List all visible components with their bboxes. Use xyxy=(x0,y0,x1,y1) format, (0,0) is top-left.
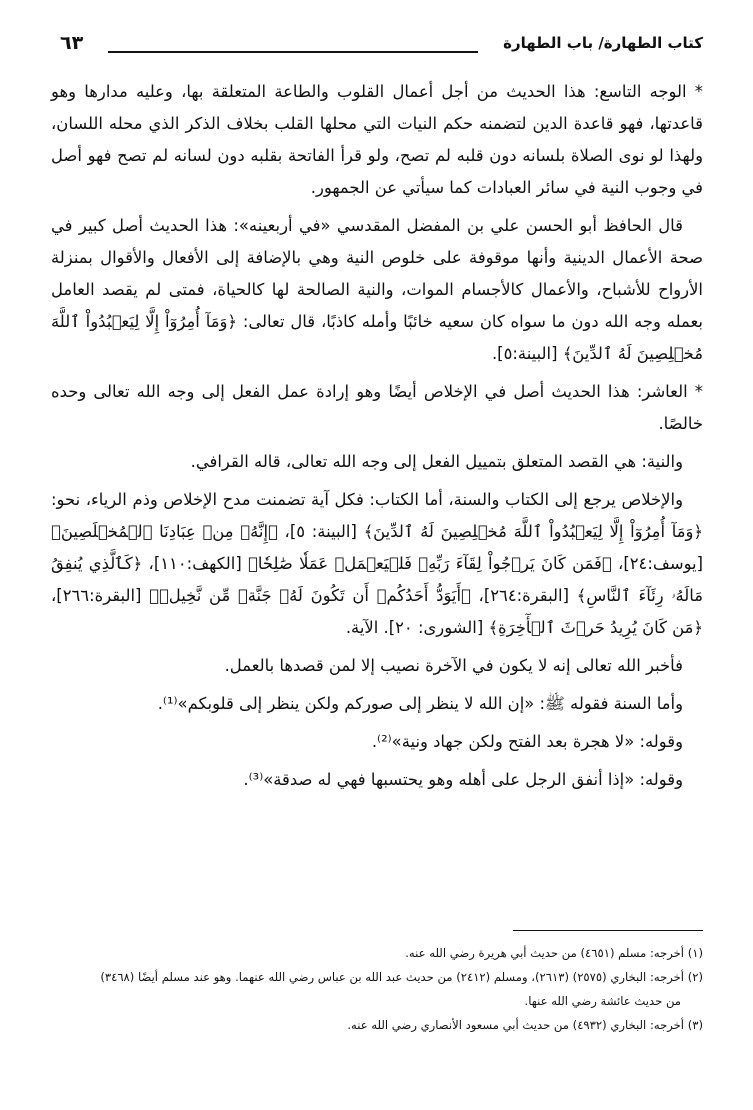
paragraph-ikhlas-evidence: والإخلاص يرجع إلى الكتاب والسنة، أما الكتاب: فكل آية تضمنت مدح الإخلاص وذم الرياء، نحو: ﴿وَمَآ أُمِرُوٓاْ إِلَّا لِيَعۡبُدُواْ ٱللَّهَ مُخۡلِصِينَ لَهُ ٱلدِّينَ﴾ [البينة: ٥]، ﴿إِنَّهُۥ مِنۡ عِبَادِنَا ٱلۡمُخۡلَصِينَ﴾ [يوسف:٢٤]، ﴿فَمَن كَانَ يَرۡجُواْ لِقَآءَ رَبِّهِۦ فَلۡيَعۡمَلۡ عَمَلٗا صَٰلِحٗا﴾ [الكهف:١١٠]، ﴿كَٱلَّذِي يُنفِقُ مَالَهُۥ رِئَآءَ ٱلنَّاسِ﴾ [البقرة:٢٦٤]، ﴿أَيَوَدُّ أَحَدُكُمۡ أَن تَكُونَ لَهُۥ جَنَّةٞ مِّن نَّخِيلٖ﴾ [البقرة:٢٦٦]، ﴿مَن كَانَ يُرِيدُ حَرۡثَ ٱلۡأٓخِرَةِ﴾ [الشورى: ٢٠]. الآية. xyxy=(51,490,704,637)
paragraph-hadith-3: وقوله: «إذا أنفق الرجل على أهله وهو يحتسبها فهي له صدقة»⁽³⁾. xyxy=(243,770,683,789)
header-rule xyxy=(108,51,478,53)
page-number: ٦٣ xyxy=(60,32,84,54)
header-title: كتاب الطهارة/ باب الطهارة xyxy=(503,34,703,52)
paragraph-hadith-1: وأما السنة فقوله ﷺ: «إن الله لا ينظر إلى صوركم ولكن ينظر إلى قلوبكم»⁽¹⁾. xyxy=(157,694,683,713)
footnote-separator xyxy=(513,930,703,931)
main-text xyxy=(51,76,703,802)
paragraph-niyyah-definition: والنية: هي القصد المتعلق بتمييل الفعل إلى وجه الله تعالى، قاله القرافي. xyxy=(190,452,683,471)
paragraph-ninth-aspect: * الوجه التاسع: هذا الحديث من أجل أعمال القلوب والطاعة المتعلقة بها، وعليه مدارها وهو قاعدتها، فهو قاعدة الدين لتضمنه حكم النيات التي محلها القلب بخلاف الذكر الذي محله اللسان، ولهذا لو نوى الصلاة بلسانه دون قلبه لم تصح، ولو قرأ الفاتحة بقلبه دون لسانه لم تصح فهو أصل في وجوب النية في سائر العبادات كما سيأتي عن الجمهور. xyxy=(51,82,703,197)
paragraph-hadith-2: وقوله: «لا هجرة بعد الفتح ولكن جهاد ونية»⁽²⁾. xyxy=(371,732,683,751)
footnote-1: (١) أخرجه: مسلم (٤٦٥١) من حديث أبي هريرة رضي الله عنه. xyxy=(405,946,703,960)
paragraph-maqdisi-quote: قال الحافظ أبو الحسن علي بن المفضل المقدسي «في أربعينه»: هذا الحديث أصل كبير في صحة الأعمال الدينية وأنها موقوفة على خلوص النية وهي بالإضافة إلى الأفعال والأقوال بمنزلة الأرواح للأشباح، والأعمال كالأجسام الموات، والنية الصالحة لها كالحياة، فمتى لم يقصد العامل بعمله وجه الله دون ما سواه كان سعيه خائبًا وأمله كاذبًا، قال تعالى: ﴿وَمَآ أُمِرُوٓاْ إِلَّا لِيَعۡبُدُواْ ٱللَّهَ مُخۡلِصِينَ لَهُ ٱلدِّينَ﴾ [البينة:٥]. xyxy=(51,216,703,363)
footnotes xyxy=(51,942,703,1038)
running-header xyxy=(60,34,703,60)
footnote-2: (٢) أخرجه: البخاري (٢٥٧٥) (٢٦١٣)، ومسلم (٢٤١٢) من حديث عبد الله بن عباس رضي الله عنهما. وهو عند مسلم أيضًا (٣٤٦٨) xyxy=(100,970,703,984)
footnote-2-continued: من حديث عائشة رضي الله عنها. xyxy=(524,994,681,1008)
paragraph-tenth-aspect: * العاشر: هذا الحديث أصل في الإخلاص أيضًا وهو إرادة عمل الفعل إلى وجه الله تعالى وحده خالصًا. xyxy=(51,382,703,433)
paragraph-conclusion: فأخبر الله تعالى إنه لا يكون في الآخرة نصيب إلا لمن قصدها بالعمل. xyxy=(224,656,683,675)
footnote-3: (٣) أخرجه: البخاري (٤٩٣٢) من حديث أبي مسعود الأنصاري رضي الله عنه. xyxy=(347,1018,703,1032)
